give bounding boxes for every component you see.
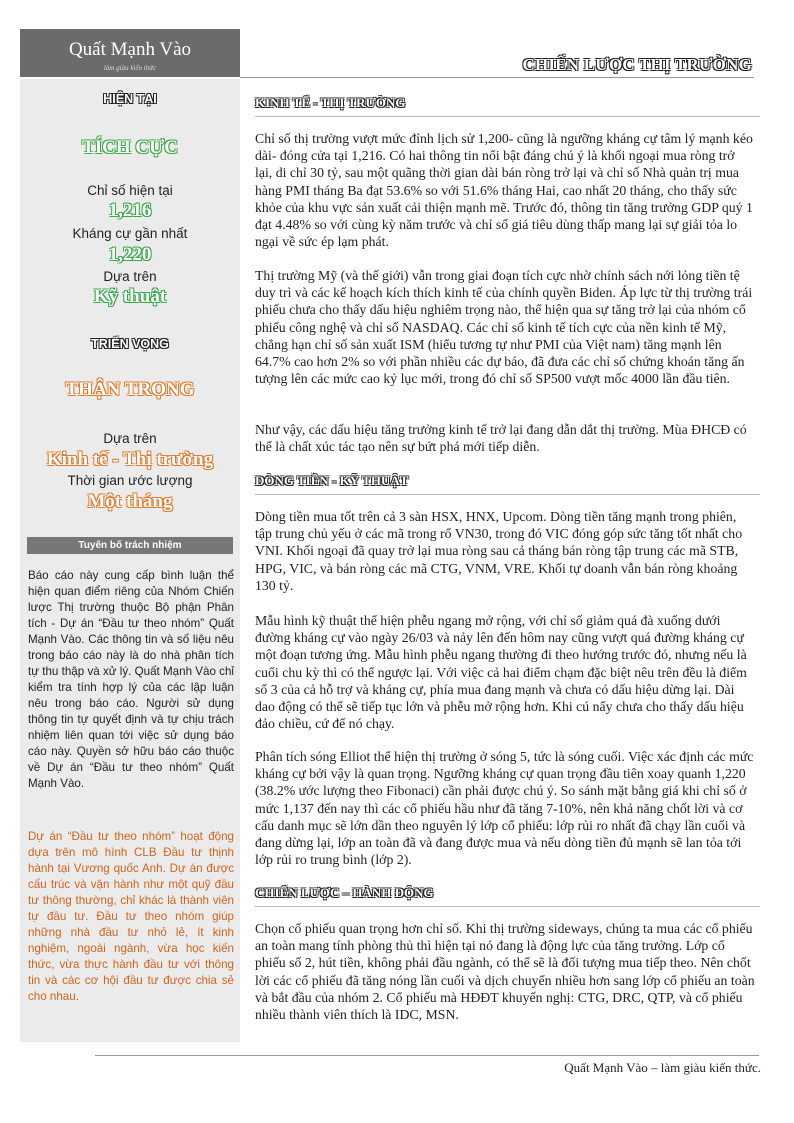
project-text: Dự án “Đầu tư theo nhóm” hoạt động dựa trên mô hình CLB Đầu tư thịnh hành tại Vương quốc Anh. Dự án được cấu trúc và vận hành như một quỹ đầu tư thông thường, chỉ khác là thành viên tự đầu tư. Đầu tư theo nhóm giúp những nhà đầu tư nhỏ lẻ, ít kinh nghiệm, ngoài ngành, vừa học kiến thức, vừa thực hành đầu tư với thông tin và các cơ hội đầu tư được chia sẻ cho nhau. bbox=[28, 830, 234, 1003]
paragraph: Chọn cổ phiếu quan trọng hơn chỉ số. Khi thị trường sideways, chúng ta mua các cổ phiếu an toàn mang tính phòng thủ thì hiện tại nó đang là động lực của tăng trưởng. Lớp cổ phiếu số 2, hút tiền, không phải đầu ngành, có thể sẽ là đối tượng mua tiếp theo. Nên chốt lời các cổ phiếu đã tăng nóng lần cuối và dịch chuyển nhiều hơn sang lớp cổ phiếu an toàn và bắt đầu của nhóm 2. Cổ phiếu mà HĐĐT khuyến nghị: CTG, DRC, QTP, và cổ phiếu nhiều thành viên thích là IDC, MSN. bbox=[255, 921, 755, 1023]
paragraph: Chỉ số thị trường vượt mức đỉnh lịch sử 1,200- cũng là ngưỡng kháng cự tâm lý mạnh kéo dài- đóng cửa tại 1,216. Có hai thông tin nổi bật đáng chú ý là khối ngoại mua ròng trở lại, di chỉ 30 tỷ, sau một quãng thời gian dài bán ròng trở lại và chỉ số Nhà quản trị mua hàng PMI tháng Ba đạt 53.6% so với 51.6% tháng Hai, cao nhất 20 tháng, cho thấy sức khỏe của khu vực sản xuất cải thiện mạnh mẽ. Trước đó, thông tin tăng trưởng GDP quý 1 đạt 4.48% so với cùng kỳ năm trước và chỉ số giá tiêu dùng thấp mang lại sự giải tỏa lo ngại về sức ép lạm phát. bbox=[255, 131, 753, 250]
current-status: TÍCH CỰC bbox=[82, 137, 178, 158]
section-heading-economy: KINH TẾ - THỊ TRƯỜNG bbox=[255, 95, 406, 110]
time-label: Thời gian ước lượng bbox=[67, 473, 193, 488]
footer-divider bbox=[95, 1055, 759, 1056]
paragraph: Phân tích sóng Elliot thể hiện thị trường ở sóng 5, tức là sóng cuối. Việc xác định các mức kháng cự bởi vậy là quan trọng. Ngưỡng kháng cự quan trọng đầu tiên xoay quanh 1,220 (38.2% ước lượng theo Fibonaci) cần phải được chú ý. So sánh mặt bằng giá khi chỉ số ở mức 1,137 đến nay thì các cổ phiếu hầu như đã tăng 7-10%, nên khả năng chốt lời và cơ cấu danh mục sẽ lớn dần theo nguyên lý lớp cổ phiếu: lớp rủi ro nhất đã chạy lần cuối và đang dừng lại, lớp an toàn đã và đang được mua và nếu dòng tiền đủ mạnh sẽ lan tỏa tới lớp rủi ro trung bình (lớp 2). bbox=[255, 749, 754, 868]
disclaimer-text: Báo cáo này cung cấp bình luận thể hiện quan điểm riêng của Nhóm Chiến lược Thị trường thuộc Bộ phận Phân tích - Dự án “Đầu tư theo nhóm” Quất Mạnh Vào. Các thông tin và số liệu nêu trong báo cáo này là do nhà phân tích tự thu thập và xử lý. Quất Mạnh Vào chỉ kiểm tra tính hợp lý của các lập luận nêu trong báo cáo. Người sử dụng thông tin tự quyết định và tự chịu trách nhiệm liên quan tới việc sử dụng báo cáo này. Quyền sở hữu báo cáo thuộc về Dự án “Đầu tư theo nhóm” Quất Mạnh Vào. bbox=[28, 569, 234, 790]
sidebar bbox=[20, 79, 240, 1042]
outlook-status: THẬN TRỌNG bbox=[65, 379, 195, 400]
paragraph: Như vậy, các dấu hiệu tăng trưởng kinh tế trở lại đang dẫn dắt thị trường. Mùa ĐHCĐ có thể là chất xúc tác tạo nên sự bứt phá mới tiếp diễn. bbox=[255, 422, 747, 455]
header-divider bbox=[240, 77, 754, 78]
section-divider bbox=[255, 906, 760, 907]
index-label: Chỉ số hiện tại bbox=[87, 183, 173, 198]
paragraph: Mẫu hình kỹ thuật thể hiện phễu ngang mở rộng, với chỉ số giảm quá đà xuống dưới đường kháng cự vào ngày 26/03 và nảy lên đến hôm nay cũng vượt quá đường kháng cự một đoạn tương ứng. Mẫu hình phễu ngang thường đi theo hướng trước đó, nhưng nếu là cuối chu kỳ thì có thể ngược lại. Với việc cả hai điểm chạm đặc biệt nêu trên đều là điểm số 3 của cả hỗ trợ và kháng cự, phía mua đang mạnh và chưa có dấu hiệu dừng lại. Dài dao động có thể sẽ tiếp tục lớn và phễu mở rộng hơn. Khi cú nẩy chưa cho thấy dấu hiệu đảo chiều, cứ để nó chạy. bbox=[255, 613, 747, 732]
logo bbox=[20, 29, 240, 77]
resistance-label: Kháng cự gần nhất bbox=[72, 226, 188, 241]
section-divider bbox=[255, 494, 760, 495]
basis-value: Kỹ thuật bbox=[93, 286, 167, 307]
outlook-heading: TRIỂN VỌNG bbox=[91, 337, 169, 351]
section-divider bbox=[255, 116, 760, 117]
paragraph: Dòng tiền mua tốt trên cả 3 sàn HSX, HNX, Upcom. Dòng tiền tăng mạnh trong phiên, tập trung chủ yếu ở các mã trong rổ VN30, trong đó VIC đóng góp sức tăng tốt nhất cho VNI. Khối ngoại đã quay trở lại mua ròng sau cả tháng bán ròng tập trung các mã STB, HPG, VIC, và bán ròng các mã CTG, VNM, VRE. Khối tự doanh vẫn bán ròng khoảng 130 tỷ. bbox=[255, 509, 743, 593]
current-heading: HIỆN TẠI bbox=[103, 92, 157, 106]
paragraph: Thị trường Mỹ (và thế giới) vẫn trong giai đoạn tích cực nhờ chính sách nới lỏng tiền tệ duy trì và các kế hoạch kích thích kinh tế của chính quyền Biden. Áp lực từ thị trường trái phiếu chưa cho thấy dấu hiệu nghiêm trọng nào, thể hiện qua sự tăng trở lại của nhóm cổ phiếu công nghệ và chỉ số NASDAQ. Các chỉ số kinh tế tích cực của nền kinh tế Mỹ, chẳng hạn chỉ số sản xuất ISM (hiểu tương tự như PMI của Việt nam) tăng mạnh lên 64.7% cao hơn 2% so với phần nhiều các dự báo, đã đưa các chỉ số chứng khoán tăng ấn tượng lên các mức cao kỷ lục mới, trong đó chỉ số SP500 vượt mốc 4000 lần đầu tiên. bbox=[255, 268, 753, 387]
section-heading-strategy: CHIẾN LƯỢC – HÀNH ĐỘNG bbox=[255, 885, 434, 900]
basis-label: Dựa trên bbox=[103, 269, 157, 284]
footer-text: Quất Mạnh Vào – làm giàu kiến thức. bbox=[564, 1060, 761, 1075]
section-heading-cashflow: DÒNG TIỀN - KỸ THUẬT bbox=[255, 473, 409, 488]
outlook-basis-label: Dựa trên bbox=[103, 431, 157, 446]
document-title: CHIẾN LƯỢC THỊ TRƯỜNG bbox=[522, 55, 752, 74]
time-value: Một tháng bbox=[87, 491, 173, 512]
resistance-value: 1,220 bbox=[108, 244, 152, 265]
index-value: 1,216 bbox=[108, 200, 152, 221]
outlook-basis-value: Kinh tế - Thị trường bbox=[46, 449, 214, 470]
disclaimer-title: Tuyên bố trách nhiệm bbox=[27, 537, 233, 554]
logo-name: Quất Mạnh Vào bbox=[68, 39, 192, 60]
logo-tagline: làm giàu kiến thức bbox=[103, 64, 157, 72]
